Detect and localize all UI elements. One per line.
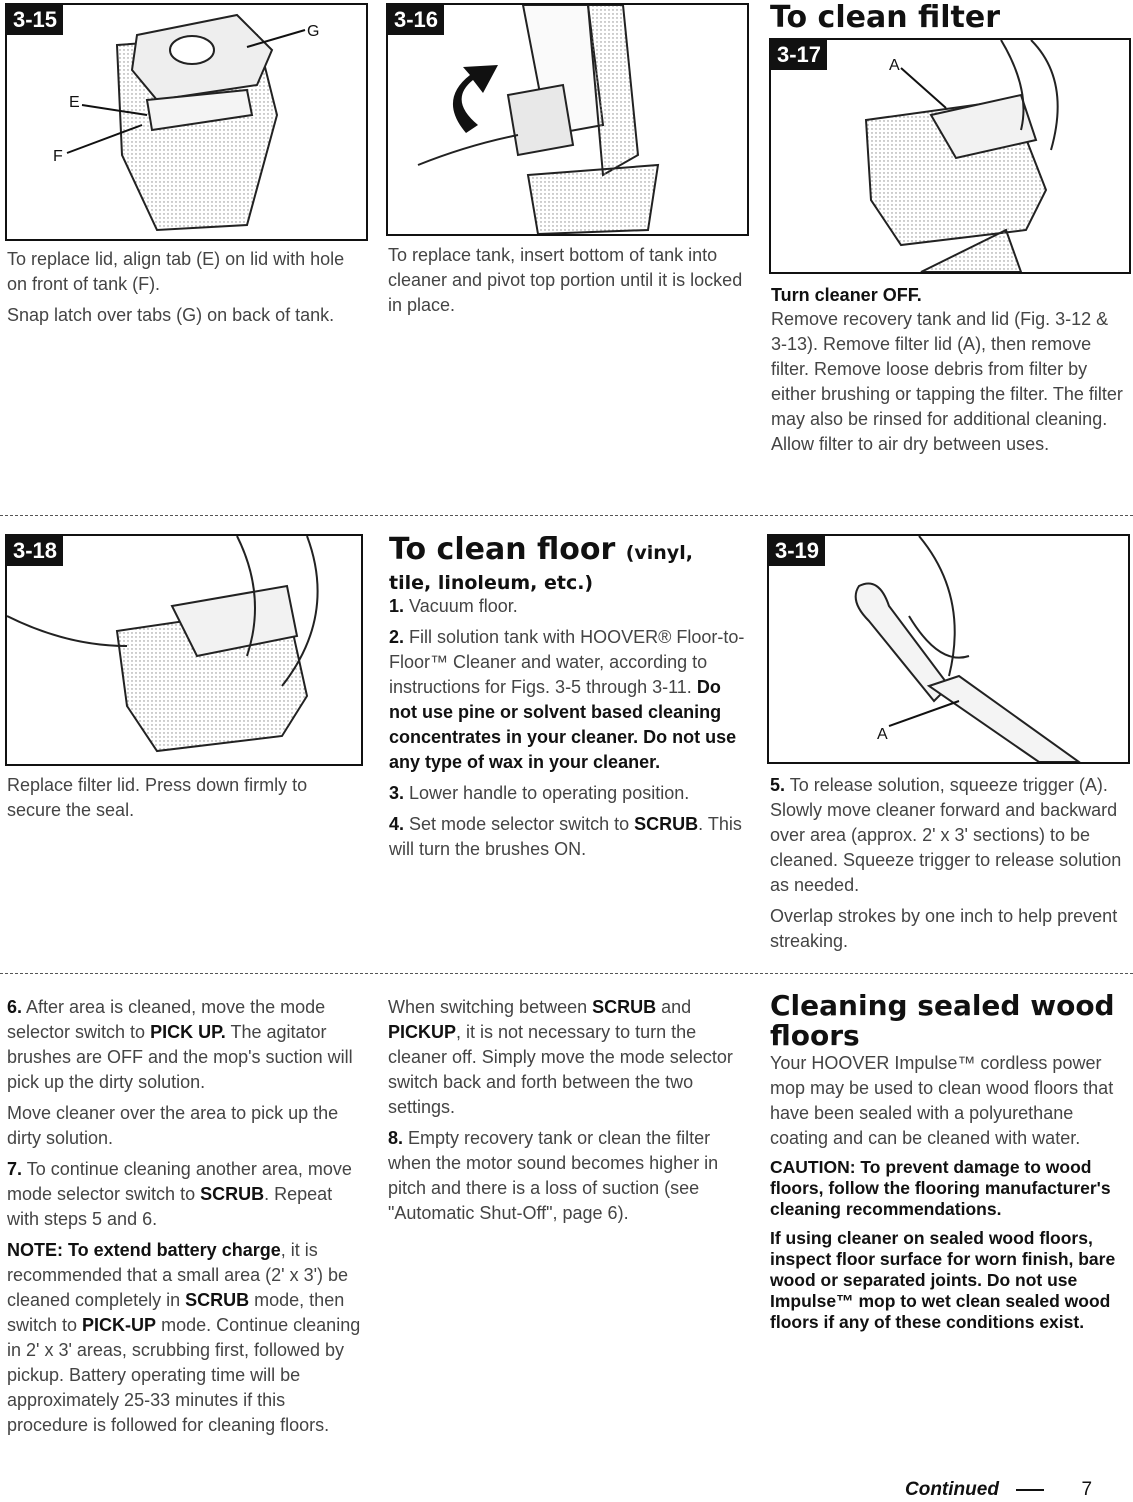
caption-3-19-p2: Overlap strokes by one inch to help prevent streaking. [770, 906, 1118, 951]
wood-warning: If using cleaner on sealed wood floors, inspect floor surface for worn finish, bare wood or separated joints. Do not use Impulse™ mop to wet clean sealed wood floors if any of these conditions exist. [770, 1228, 1116, 1332]
caption-3-16-p1: To replace tank, insert bottom of tank into cleaner and pivot top portion until it is locked in place. [388, 245, 743, 315]
callout-e: E [69, 94, 80, 111]
divider [0, 515, 1133, 516]
figure-label: 3-19 [769, 536, 827, 568]
wood-body: Your HOOVER Impulse™ cordless power mop may be used to clean wood floors that have been sealed with a polyurethane coating and can be cleaned with water. [770, 1053, 1114, 1148]
figure-3-15 [5, 3, 368, 241]
filter-lid-illustration [7, 536, 361, 764]
figure-3-16 [386, 3, 749, 236]
filter-removal-illustration [771, 40, 1129, 272]
wood-heading: Cleaning sealed wood floors [770, 989, 1115, 1052]
filter-body: Remove recovery tank and lid (Fig. 3-12 & 3-13). Remove filter lid (A), then remove filter. Remove loose debris from filter by either brushing or tapping the filter. The filter may also be rinsed for additional cleaning. Allow filter to air dry between uses. [771, 309, 1123, 454]
column-2 [388, 995, 750, 1232]
divider [0, 973, 1133, 974]
floor-step-2: 2. Fill solution tank with HOOVER® Floor-to-Floor™ Cleaner and water, according to instructions for Figs. 3-5 through 3-11. Do not use pine or solvent based cleaning concentrates in your cleaner. Do not use any type of wax in your cleaner. [389, 627, 745, 772]
figure-label: 3-15 [7, 5, 65, 37]
filter-text [771, 283, 1129, 457]
step-8: 8. Empty recovery tank or clean the filter when the motor sound becomes higher in pitch and there is a loss of suction (see "Automatic Shut-Off", page 6). [388, 1128, 719, 1223]
arrow-right-icon [1016, 1489, 1044, 1491]
caption-3-19 [770, 773, 1130, 960]
figure-3-19 [767, 534, 1130, 764]
switching-text: When switching between SCRUB and PICKUP, it is not necessary to turn the cleaner off. Simply move the mode selector switch back and forth between the two settings. [388, 997, 733, 1117]
figure-label: 3-18 [7, 536, 65, 568]
figure-3-18 [5, 534, 363, 766]
column-1 [7, 995, 367, 1444]
floor-step-5: 5. To release solution, squeeze trigger (A). Slowly move cleaner forward and backward over area (approx. 2' x 3' sections) to be cleaned. Squeeze trigger to release solution as needed. [770, 775, 1122, 895]
caption-3-18-p1: Replace filter lid. Press down firmly to secure the seal. [7, 775, 308, 820]
callout-g: G [307, 23, 320, 40]
floor-heading: To clean floor [389, 532, 616, 567]
figure-3-17 [769, 38, 1131, 274]
wood-caution: CAUTION: To prevent damage to wood floors, follow the flooring manufacturer's cleaning recommendations. [770, 1157, 1111, 1219]
callout-f: F [53, 148, 63, 165]
tank-lid-illustration [7, 5, 366, 239]
floor-section [389, 531, 749, 868]
callout-a: A [889, 57, 900, 74]
caption-3-15-p2: Snap latch over tabs (G) on back of tank. [7, 305, 335, 325]
caption-3-18 [7, 773, 362, 829]
filter-lead: Turn cleaner OFF. [771, 285, 922, 305]
tank-insert-illustration [388, 5, 747, 234]
floor-step-4: 4. Set mode selector switch to SCRUB. This will turn the brushes ON. [389, 814, 742, 859]
floor-heading-small: (vinyl, [625, 542, 693, 564]
footer [905, 1478, 1125, 1502]
floor-step-3: 3. Lower handle to operating position. [389, 783, 690, 803]
caption-3-15 [7, 247, 362, 334]
floor-step-1: 1. Vacuum floor. [389, 596, 518, 616]
figure-label: 3-16 [388, 5, 446, 37]
caption-3-16 [388, 243, 750, 324]
step-6: 6. After area is cleaned, move the mode selector switch to PICK UP. The agitator brushes are OFF and the mop's suction will pick up the dirty solution. [7, 997, 353, 1092]
filter-heading: To clean filter [770, 0, 1000, 35]
wood-section [770, 991, 1130, 1333]
floor-subheading: tile, linoleum, etc.) [389, 572, 594, 594]
continued-label: Continued [905, 1479, 999, 1500]
trigger-illustration [769, 536, 1128, 762]
caption-3-15-p1: To replace lid, align tab (E) on lid with hole on front of tank (F). [7, 249, 345, 294]
figure-label: 3-17 [771, 40, 829, 72]
page-number: 7 [1081, 1479, 1093, 1500]
callout-a: A [877, 726, 888, 743]
move-cleaner-text: Move cleaner over the area to pick up the dirty solution. [7, 1103, 339, 1148]
battery-note: NOTE: To extend battery charge, it is recommended that a small area (2' x 3') be cleaned completely in SCRUB mode, then switch to PICK-UP mode. Continue cleaning in 2' x 3' areas, scrubbing first, followed by pickup. Battery operating time will be approximately 25-33 minutes if this procedure is followed for cleaning floors. [7, 1240, 361, 1435]
step-7: 7. To continue cleaning another area, move mode selector switch to SCRUB. Repeat with steps 5 and 6. [7, 1159, 352, 1229]
